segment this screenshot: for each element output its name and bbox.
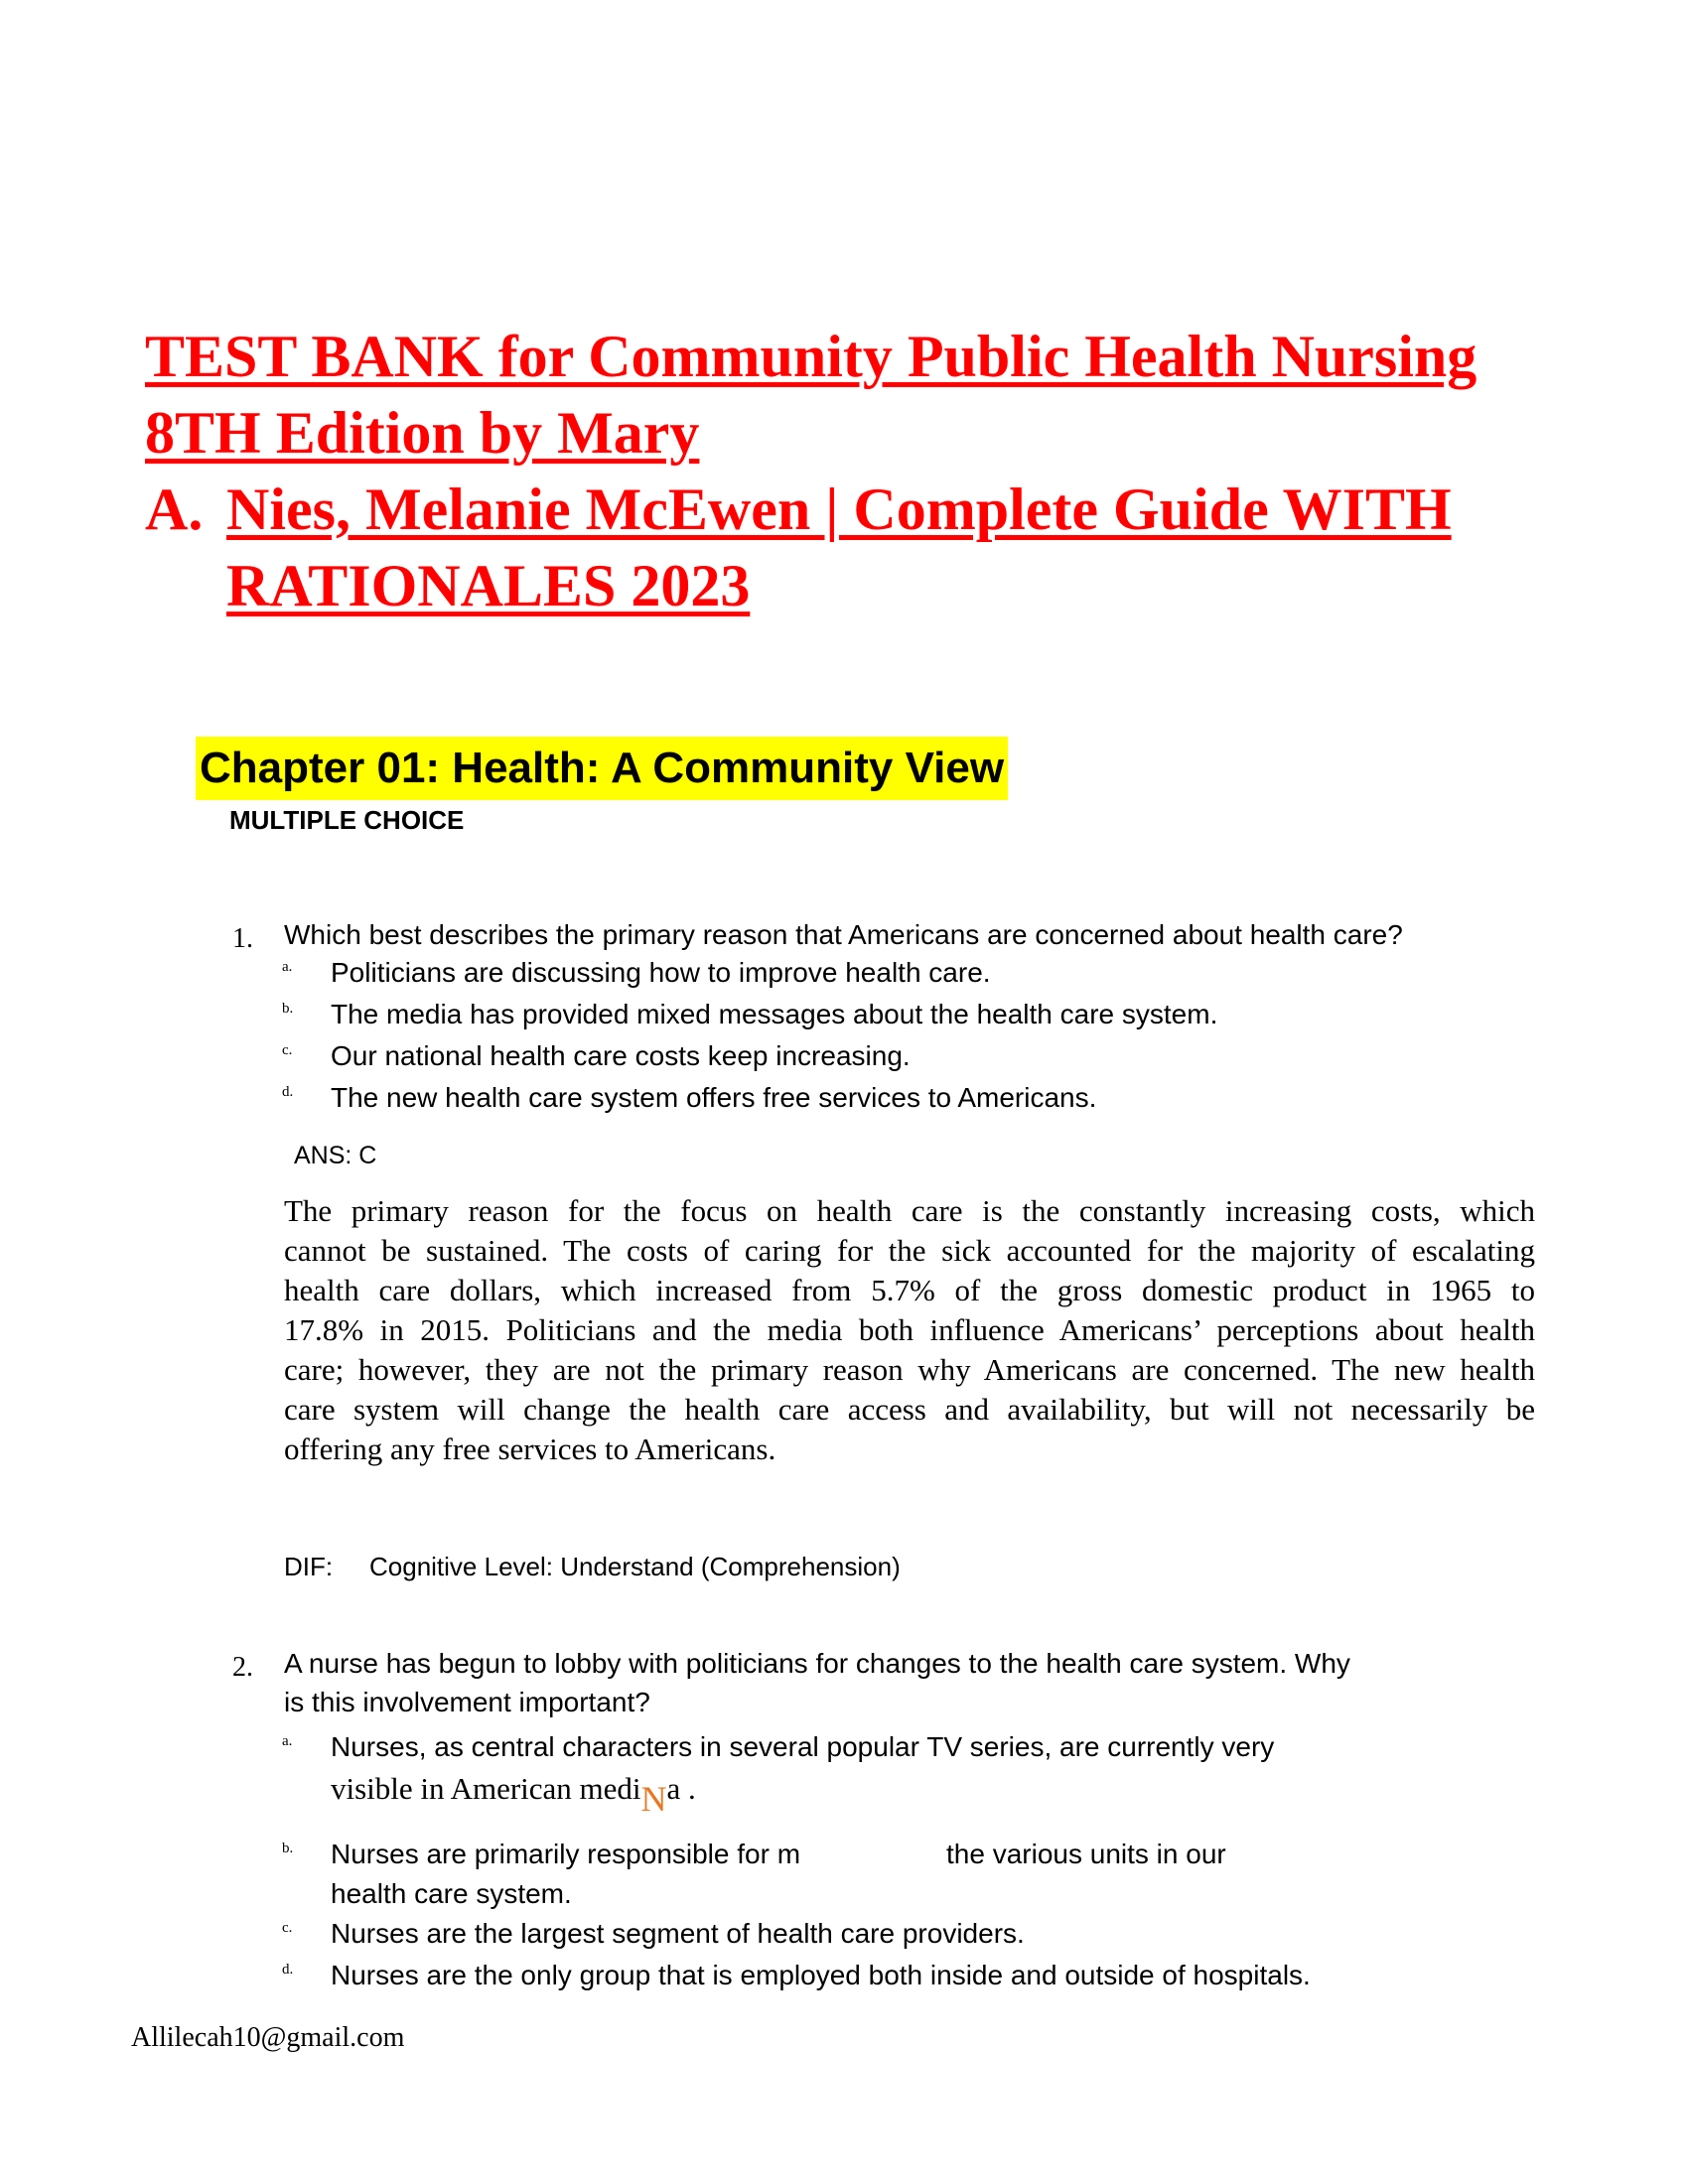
option-text: Politicians are discussing how to improve health care.	[331, 957, 991, 988]
option-text-line2	[331, 1767, 696, 1819]
option-text: Our national health care costs keep increasing.	[331, 1040, 911, 1071]
option-text: Nurses are the only group that is employed both inside and outside of hospitals.	[331, 1960, 1311, 1990]
option-letter: d.	[282, 1084, 294, 1100]
option-text: a .	[666, 1771, 696, 1806]
option-text: health care system.	[331, 1878, 572, 1909]
title-line-3-prefix: A.	[145, 477, 204, 542]
section-heading: MULTIPLE CHOICE	[229, 805, 465, 835]
rationale	[284, 1191, 1535, 1469]
title-line-1: TEST BANK for Community Public Health Nursing	[145, 324, 1477, 389]
option-text: The new health care system offers free services to Americans.	[331, 1082, 1097, 1113]
rationale-line: 17.8% in 2015. Politicians and the media both influence Americans’ perceptions about health	[284, 1312, 1535, 1347]
answer-key: ANS: C	[294, 1142, 377, 1169]
option-letter: a.	[282, 959, 293, 975]
watermark-letter: N	[640, 1779, 667, 1819]
option-text: the various units in our	[946, 1839, 1226, 1869]
option-letter: d.	[282, 1962, 294, 1978]
question-stem-line: is this involvement important?	[284, 1687, 650, 1717]
option-letter: b.	[282, 1001, 294, 1017]
footer-email: Allilecah10@gmail.com	[131, 2022, 405, 2053]
option-text: Nurses are primarily responsible for m	[331, 1839, 801, 1869]
rationale-line: cannot be sustained. The costs of caring for the sick accounted for the majority of escalating	[284, 1233, 1535, 1268]
question-number: 1.	[232, 923, 253, 954]
title-line-3: Nies, Melanie McEwen | Complete Guide WITH	[226, 477, 1452, 542]
chapter-heading: Chapter 01: Health: A Community View	[196, 737, 1008, 800]
dif-label: DIF:	[284, 1552, 334, 1581]
question-stem-line: A nurse has begun to lobby with politicians for changes to the health care system. Why	[284, 1648, 1350, 1679]
option-text: Nurses are the largest segment of health care providers.	[331, 1918, 1025, 1949]
option-letter: c.	[282, 1042, 293, 1058]
option-letter: c.	[282, 1920, 293, 1936]
rationale-line: offering any free services to Americans.	[284, 1432, 776, 1466]
rationale-line: The primary reason for the focus on health care is the constantly increasing costs, which	[284, 1193, 1535, 1228]
option-text: visible in American medi	[331, 1771, 641, 1806]
question-stem: Which best describes the primary reason that Americans are concerned about health care?	[284, 919, 1403, 950]
rationale-line: health care dollars, which increased from 5.7% of the gross domestic product in 1965 to	[284, 1273, 1535, 1307]
rationale-line: care; however, they are not the primary reason why Americans are concerned. The new health	[284, 1352, 1535, 1387]
option-text: Nurses, as central characters in several popular TV series, are currently very	[331, 1731, 1275, 1762]
title-line-2: 8TH Edition by Mary	[145, 400, 700, 466]
option-letter: b.	[282, 1841, 294, 1856]
rationale-line: care system will change the health care access and availability, but will not necessarily be	[284, 1392, 1535, 1427]
question-number: 2.	[232, 1652, 253, 1683]
dif-value: Cognitive Level: Understand (Comprehension)	[369, 1552, 901, 1581]
title-line-4: RATIONALES 2023	[226, 553, 751, 618]
option-letter: a.	[282, 1733, 293, 1749]
option-text: The media has provided mixed messages about the health care system.	[331, 999, 1218, 1029]
